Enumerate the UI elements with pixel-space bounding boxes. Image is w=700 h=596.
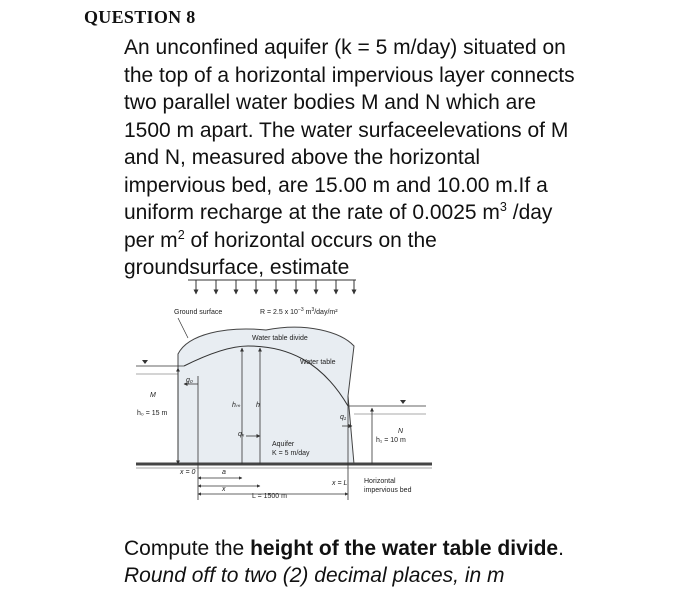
a-label: a [222,469,226,476]
prompt-line-2: Round off to two (2) decimal places, in m [124,564,505,587]
question-title: QUESTION 8 [84,7,196,27]
aquifer-diagram [136,276,436,512]
q1-label: q₁ [340,414,347,421]
aquifer-label: Aquifer [272,441,295,448]
prompt [124,535,564,589]
h1-label: h₁ = 10 m [376,437,406,444]
body-line: impervious bed, are 15.00 m and 10.00 m.If a [124,173,548,197]
recharge-arrows [188,280,356,294]
recharge-label: R = 2.5 x $10^{-3}$ $m^3/day/m^2$ [260,307,338,316]
ground-surface-leader [178,318,188,338]
hm-label: hₘ [232,402,241,409]
xl-label: x = L [332,480,348,487]
ground-surface-label: Ground surface [174,309,223,316]
bed-label-2: impervious bed [364,487,412,494]
x0-label: x = 0 [180,469,196,476]
body-line: groundsurface, estimate [124,256,350,279]
body-line: per $m^2$ of horizontal occurs on the [124,227,437,252]
water-table-divide-label: Water table divide [252,335,308,342]
body-line: An unconfined aquifer (k = 5 m/day) situated on [124,36,566,59]
body-line: uniform recharge at the rate of 0.0025 $m^3$ /day [124,200,553,224]
aquifer-body [178,327,354,464]
x-label: x [222,486,226,493]
water-table-label: Water table [300,359,336,366]
aquifer-k-label: K = 5 m/day [272,450,310,457]
n-label: N [398,428,404,435]
l-label: L = 1500 m [252,493,287,500]
body-line: two parallel water bodies M and N which are [124,91,537,114]
body-line: and N, measured above the horizontal [124,146,481,169]
q0-label: q₀ [186,377,193,384]
water-body-n [348,400,426,414]
bed-label-1: Horizontal [364,478,396,485]
question-body [124,34,684,282]
water-body-m [136,360,184,374]
h0-label: h₀ = 15 m [137,410,168,417]
h-label: h [256,402,260,409]
qx-label: qₓ [238,431,245,438]
m-label: M [150,392,156,399]
body-line: 1500 m apart. The water surfaceelevations of M [124,118,569,142]
body-line: the top of a horizontal impervious layer connects [124,63,575,87]
prompt-line-1: Compute the height of the water table divide. [124,537,564,560]
